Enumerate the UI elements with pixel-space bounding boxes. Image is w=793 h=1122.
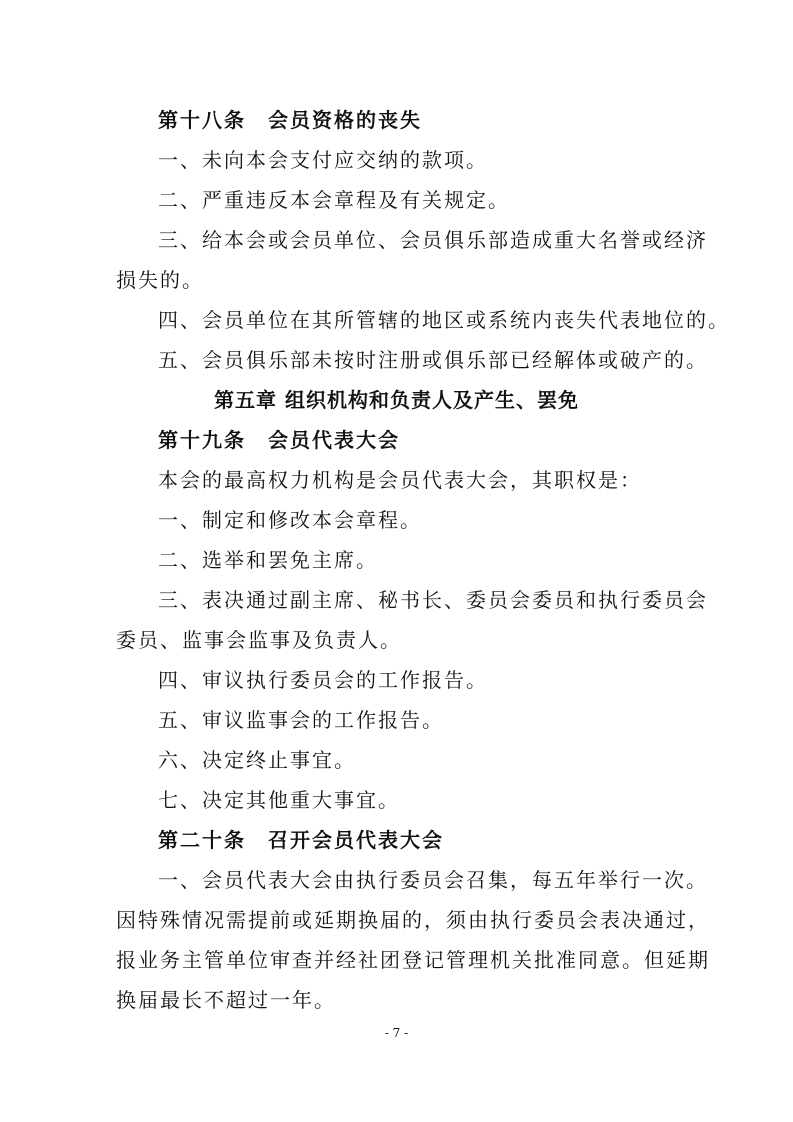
- article-18-item-5: 五、会员俱乐部未按时注册或俱乐部已经解体或破产的。: [158, 348, 708, 372]
- article-20-title: 第二十条 召开会员代表大会: [158, 828, 444, 852]
- article-19-title: 第十九条 会员代表大会: [158, 428, 400, 452]
- article-19-item-7: 七、决定其他重大事宜。: [158, 788, 400, 812]
- page-number: - 7 -: [384, 1026, 409, 1040]
- article-19-item-3-line-2: 委员、监事会监事及负责人。: [116, 628, 402, 652]
- article-20-para-1-line-2: 因特殊情况需提前或延期换届的，须由执行委员会表决通过，: [116, 908, 710, 932]
- article-19-item-5: 五、审议监事会的工作报告。: [158, 708, 444, 732]
- article-19-item-6: 六、决定终止事宜。: [158, 748, 356, 772]
- chapter-5-title: 第五章 组织机构和负责人及产生、罢免: [214, 388, 579, 412]
- article-20-para-1-line-1: 一、会员代表大会由执行委员会召集，每五年举行一次。: [158, 868, 708, 892]
- article-18-item-3-line-2: 损失的。: [116, 268, 204, 292]
- article-18-item-1: 一、未向本会支付应交纳的款项。: [158, 148, 488, 172]
- article-19-item-3-line-1: 三、表决通过副主席、秘书长、委员会委员和执行委员会: [158, 588, 708, 612]
- article-19-item-1: 一、制定和修改本会章程。: [158, 508, 422, 532]
- article-19-item-4: 四、审议执行委员会的工作报告。: [158, 668, 488, 692]
- article-18-title: 第十八条 会员资格的丧失: [158, 108, 422, 132]
- article-18-item-2: 二、严重违反本会章程及有关规定。: [158, 188, 510, 212]
- article-20-para-1-line-3: 报业务主管单位审查并经社团登记管理机关批准同意。但延期: [116, 948, 710, 972]
- article-20-para-1-line-4: 换届最长不超过一年。: [116, 988, 336, 1012]
- article-18-item-4: 四、会员单位在其所管辖的地区或系统内丧失代表地位的。: [158, 308, 730, 332]
- article-19-intro: 本会的最高权力机构是会员代表大会，其职权是：: [158, 468, 642, 492]
- article-18-item-3-line-1: 三、给本会或会员单位、会员俱乐部造成重大名誉或经济: [158, 228, 708, 252]
- article-19-item-2: 二、选举和罢免主席。: [158, 548, 378, 572]
